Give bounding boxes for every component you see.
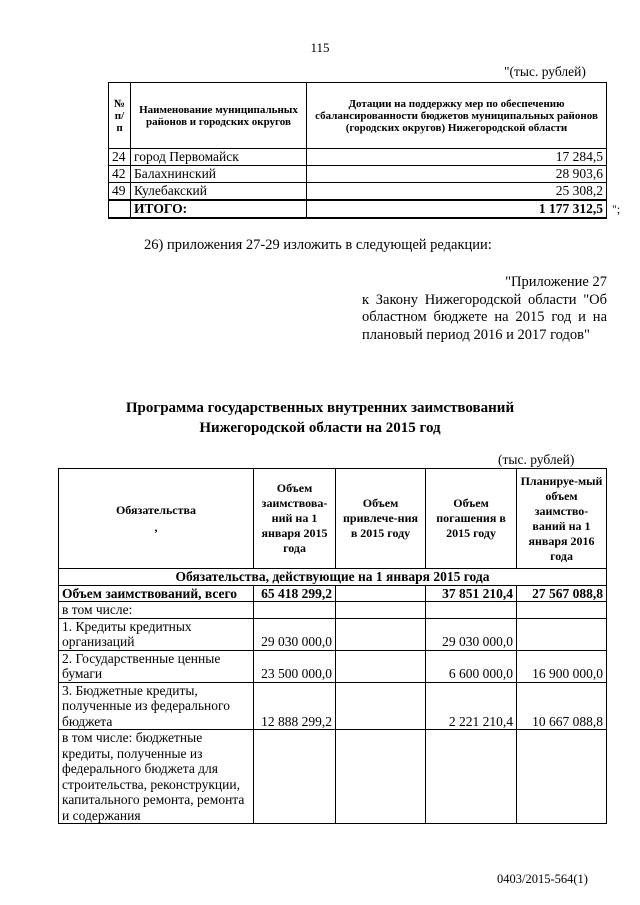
title-line1: Программа государственных внутренних заимствований [125, 400, 515, 416]
table-row [109, 166, 607, 183]
row-label: Объем заимствований, всего [59, 585, 254, 602]
end-quote: "; [612, 202, 621, 216]
header-subsidy: Дотации на поддержку мер по обеспечению сбалансированности бюджетов муниципальных районов (городских округов) Нижегородской области [307, 83, 607, 149]
row-value: 28 903,6 [307, 166, 607, 183]
appendix-line2: к Закону Нижегородской области "Об областном бюджете на 2015 год и на плановый период 2016 и 2017 годов" [362, 291, 607, 343]
header-repayment: Объем погашения в 2015 году [426, 469, 517, 569]
document-code: 0403/2015-564(1) [497, 872, 588, 886]
row-v4: 16 900 000,0 [517, 650, 607, 682]
row-v3: 2 221 210,4 [426, 682, 517, 730]
header-volume-jan1: Объем заимствова-ний на 1 января 2015 года [254, 469, 336, 569]
row-v2 [336, 602, 426, 619]
subsidy-table [108, 82, 607, 219]
appendix-heading [362, 274, 607, 344]
header-district-name: Наименование муниципальных районов и городских округов [131, 83, 307, 149]
table-row [59, 585, 607, 602]
row-v2 [336, 730, 426, 824]
row-label: 3. Бюджетные кредиты, полученные из федерального бюджета [59, 682, 254, 730]
row-v1 [254, 602, 336, 619]
total-label: ИТОГО: [131, 200, 307, 218]
header-obligations: Обязательства , [59, 469, 254, 569]
units-label: "(тыс. рублей) [504, 64, 586, 79]
row-v2 [336, 650, 426, 682]
table-row [59, 618, 607, 650]
row-v1: 65 418 299,2 [254, 585, 336, 602]
row-district: Балахнинский [131, 166, 307, 183]
total-row [109, 200, 607, 218]
row-value: 25 308,2 [307, 183, 607, 201]
row-v4: 10 667 088,8 [517, 682, 607, 730]
amendment-paragraph: 26) приложения 27-29 изложить в следующей редакции: [144, 237, 492, 253]
row-v1: 23 500 000,0 [254, 650, 336, 682]
table-row [59, 730, 607, 824]
row-v4 [517, 602, 607, 619]
row-number: 49 [109, 183, 131, 201]
row-v3 [426, 730, 517, 824]
row-v3: 29 030 000,0 [426, 618, 517, 650]
total-value: 1 177 312,5 [307, 200, 607, 218]
row-v4 [517, 618, 607, 650]
units-label-2: (тыс. рублей) [498, 452, 575, 467]
row-label: в том числе: бюджетные кредиты, полученные из федерального бюджета для строительства, реконструкции, капитального ремонта, ремонта и содержания [59, 730, 254, 824]
section-row [59, 569, 607, 586]
row-district: Кулебакский [131, 183, 307, 201]
row-v3: 6 600 000,0 [426, 650, 517, 682]
row-v4 [517, 730, 607, 824]
row-v3 [426, 602, 517, 619]
header-planned: Планируе-мый объем заимство-ваний на 1 января 2016 года [517, 469, 607, 569]
row-number: 24 [109, 149, 131, 166]
table-row [59, 602, 607, 619]
row-v2 [336, 618, 426, 650]
row-number: 42 [109, 166, 131, 183]
table-row [109, 183, 607, 201]
table-row [59, 682, 607, 730]
row-v1: 12 888 299,2 [254, 682, 336, 730]
row-label: в том числе: [59, 602, 254, 619]
header-mark: , [154, 519, 158, 534]
table-row [109, 149, 607, 166]
row-v4: 27 567 088,8 [517, 585, 607, 602]
row-value: 17 284,5 [307, 149, 607, 166]
row-v1 [254, 730, 336, 824]
row-district: город Первомайск [131, 149, 307, 166]
table-row [59, 650, 607, 682]
title-line2: Нижегородской области на 2015 год [199, 420, 441, 436]
header-attraction: Объем привлече-ния в 2015 году [336, 469, 426, 569]
row-v1: 29 030 000,0 [254, 618, 336, 650]
borrowing-program-table [58, 468, 607, 824]
header-number: № п/п [109, 83, 131, 149]
page-number: 115 [310, 40, 330, 55]
row-v2 [336, 585, 426, 602]
appendix-line1: "Приложение 27 [505, 274, 607, 290]
row-label: 1. Кредиты кредитных организаций [59, 618, 254, 650]
document-title [0, 398, 640, 438]
row-v2 [336, 682, 426, 730]
row-v3: 37 851 210,4 [426, 585, 517, 602]
row-label: 2. Государственные ценные бумаги [59, 650, 254, 682]
section-title: Обязательства, действующие на 1 января 2015 года [59, 569, 607, 586]
